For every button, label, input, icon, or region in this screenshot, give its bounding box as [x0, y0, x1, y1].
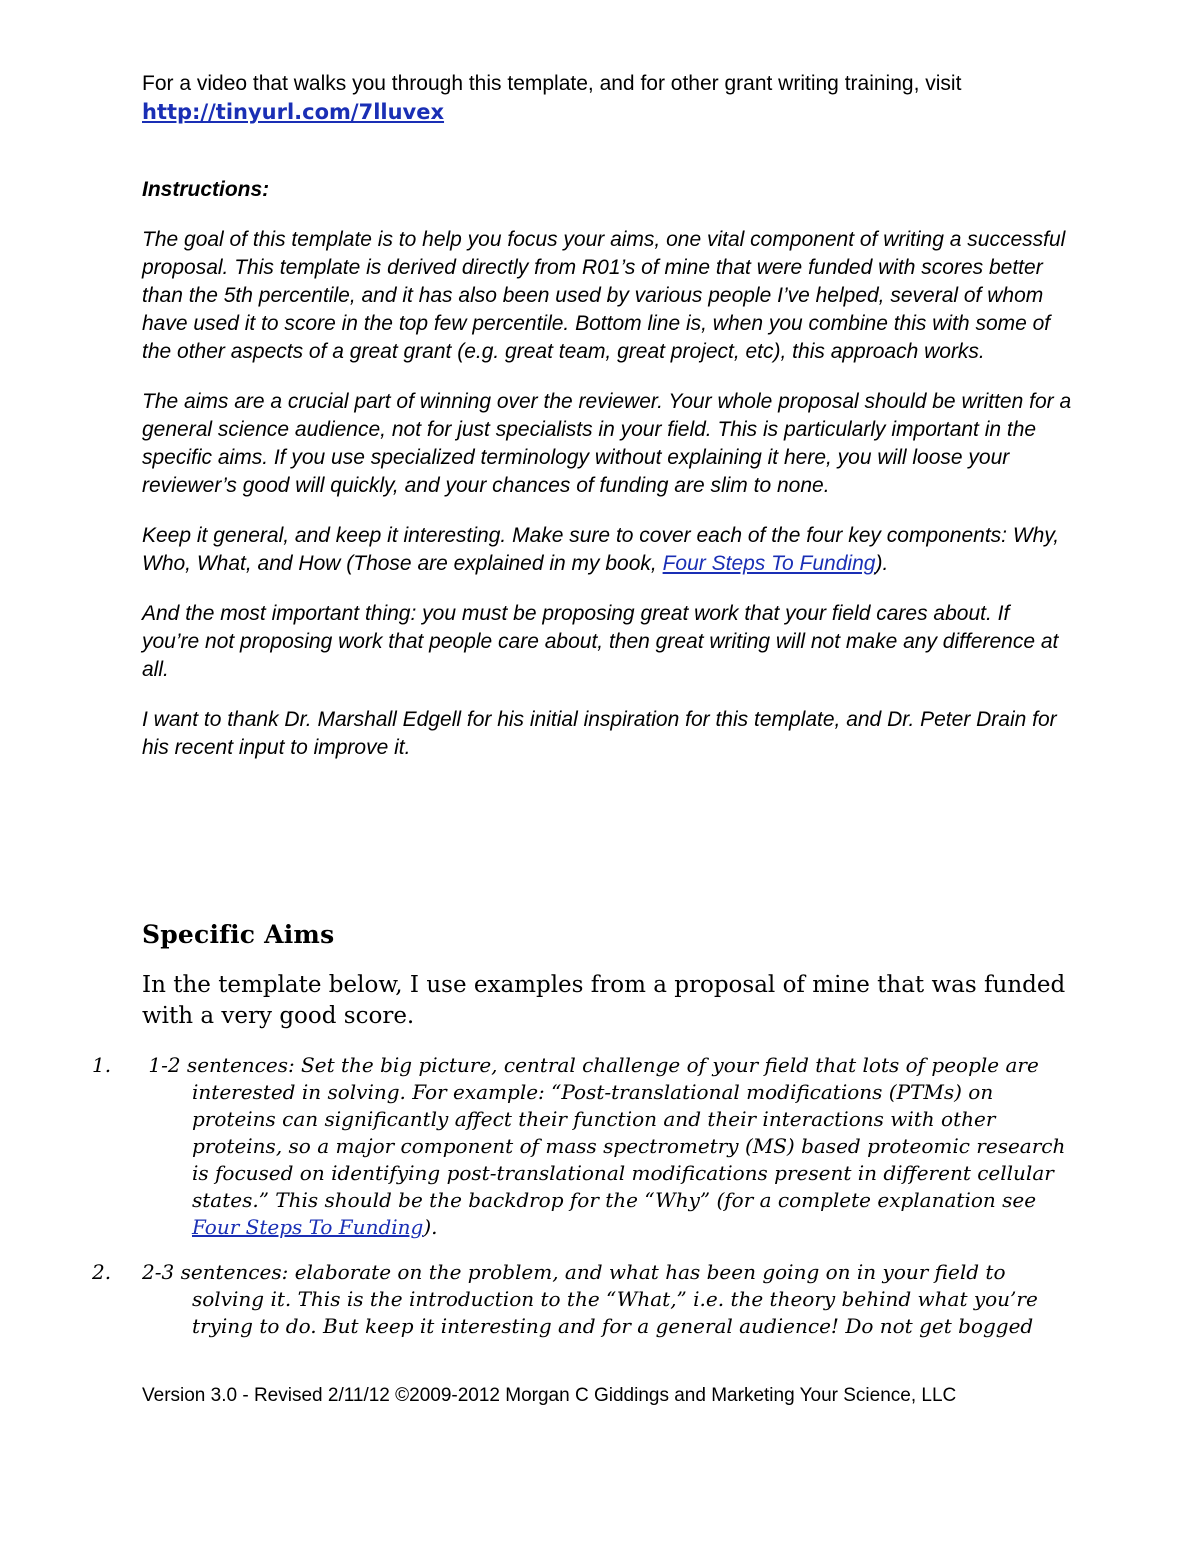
- tinyurl-link[interactable]: http://tinyurl.com/7lluvex: [142, 100, 445, 124]
- page-footer: Version 3.0 - Revised 2/11/12 ©2009-2012 Morgan C Giddings and Marketing Your Science, LLC: [142, 1385, 957, 1406]
- list-item-text-before: 1-2 sentences: Set the big picture, central challenge of your field that lots of people are interested in solving. For example: “Post-translational modifications (PTMs) on proteins can significantly affect their function and their interactions with other proteins, so a major component of mass spectrometry (MS) based proteomic research is focused on identifying post-translational modifications present in different cellular states.” This should be the backdrop for the “Why” (for a complete explanation see: [148, 1053, 1066, 1212]
- intro-paragraph: [142, 70, 1062, 127]
- specific-aims-section: [92, 918, 1072, 1358]
- four-steps-link[interactable]: Four Steps To Funding: [662, 552, 876, 575]
- instructions-heading: Instructions:: [142, 178, 270, 201]
- p3-text-before: Keep it general, and keep it interesting. Make sure to cover each of the four key components: Why, Who, What, and How (Those are explained in my book,: [142, 524, 1060, 575]
- instructions-section: [142, 176, 1072, 784]
- instructions-paragraph-2: The aims are a crucial part of winning over the reviewer. Your whole proposal should be written for a general science audience, not for just specialists in your field. This is particularly important in the specific aims. If you use specialized terminology without explaining it here, you will loose your reviewer’s good will quickly, and your chances of funding are slim to none.: [142, 390, 1072, 497]
- list-item-text: 2-3 sentences: elaborate on the problem, and what has been going on in your field to solving it. This is the introduction to the “What,” i.e. the theory behind what you’re trying to do. But keep it interesting and for a general audience! Do not get bogged: [142, 1260, 1038, 1338]
- four-steps-link-2[interactable]: Four Steps To Funding: [192, 1215, 424, 1239]
- specific-aims-lead: In the template below, I use examples from a proposal of mine that was funded with a very good score.: [142, 972, 1066, 1029]
- list-item: 2. 2-3 sentences: elaborate on the problem, and what has been going on in your field to solving it. This is the introduction to the “What,” i.e. the theory behind what you’re trying to do. But keep it interesting and for a general audience! Do not get bogged: [92, 1260, 1038, 1338]
- aims-list: [92, 1052, 1072, 1340]
- list-item: 1. 1-2 sentences: Set the big picture, central challenge of your field that lots of people are interested in solving. For example: “Post-translational modifications (PTMs) on proteins can significantly affect their function and their interactions with other proteins, so a major component of mass spectrometry (MS) based proteomic research is focused on identifying post-translational modifications present in different cellular states.” This should be the backdrop for the “Why” (for a complete explanation see Four Steps To Funding).: [92, 1053, 1066, 1239]
- instructions-paragraph-1: The goal of this template is to help you focus your aims, one vital component of writing a successful proposal. This template is derived directly from R01’s of mine that were funded with scores better than the 5th percentile, and it has also been used by various people I’ve helped, several of whom have used it to score in the top few percentile. Bottom line is, when you combine this with some of the other aspects of a great grant (e.g. great team, great project, etc), this approach works.: [142, 228, 1066, 363]
- instructions-paragraph-5: I want to thank Dr. Marshall Edgell for his initial inspiration for this template, and Dr. Peter Drain for his recent input to improve it.: [142, 708, 1057, 759]
- p3-text-after: ).: [875, 552, 889, 575]
- instructions-paragraph-3: [142, 522, 1072, 578]
- instructions-paragraph-4: And the most important thing: you must be proposing great work that your field cares about. If you’re not proposing work that people care about, then great writing will not make any difference at all.: [142, 602, 1059, 681]
- list-item-text-after: ).: [423, 1215, 438, 1239]
- specific-aims-heading: Specific Aims: [142, 920, 335, 949]
- intro-text: For a video that walks you through this template, and for other grant writing training, visit: [142, 72, 962, 95]
